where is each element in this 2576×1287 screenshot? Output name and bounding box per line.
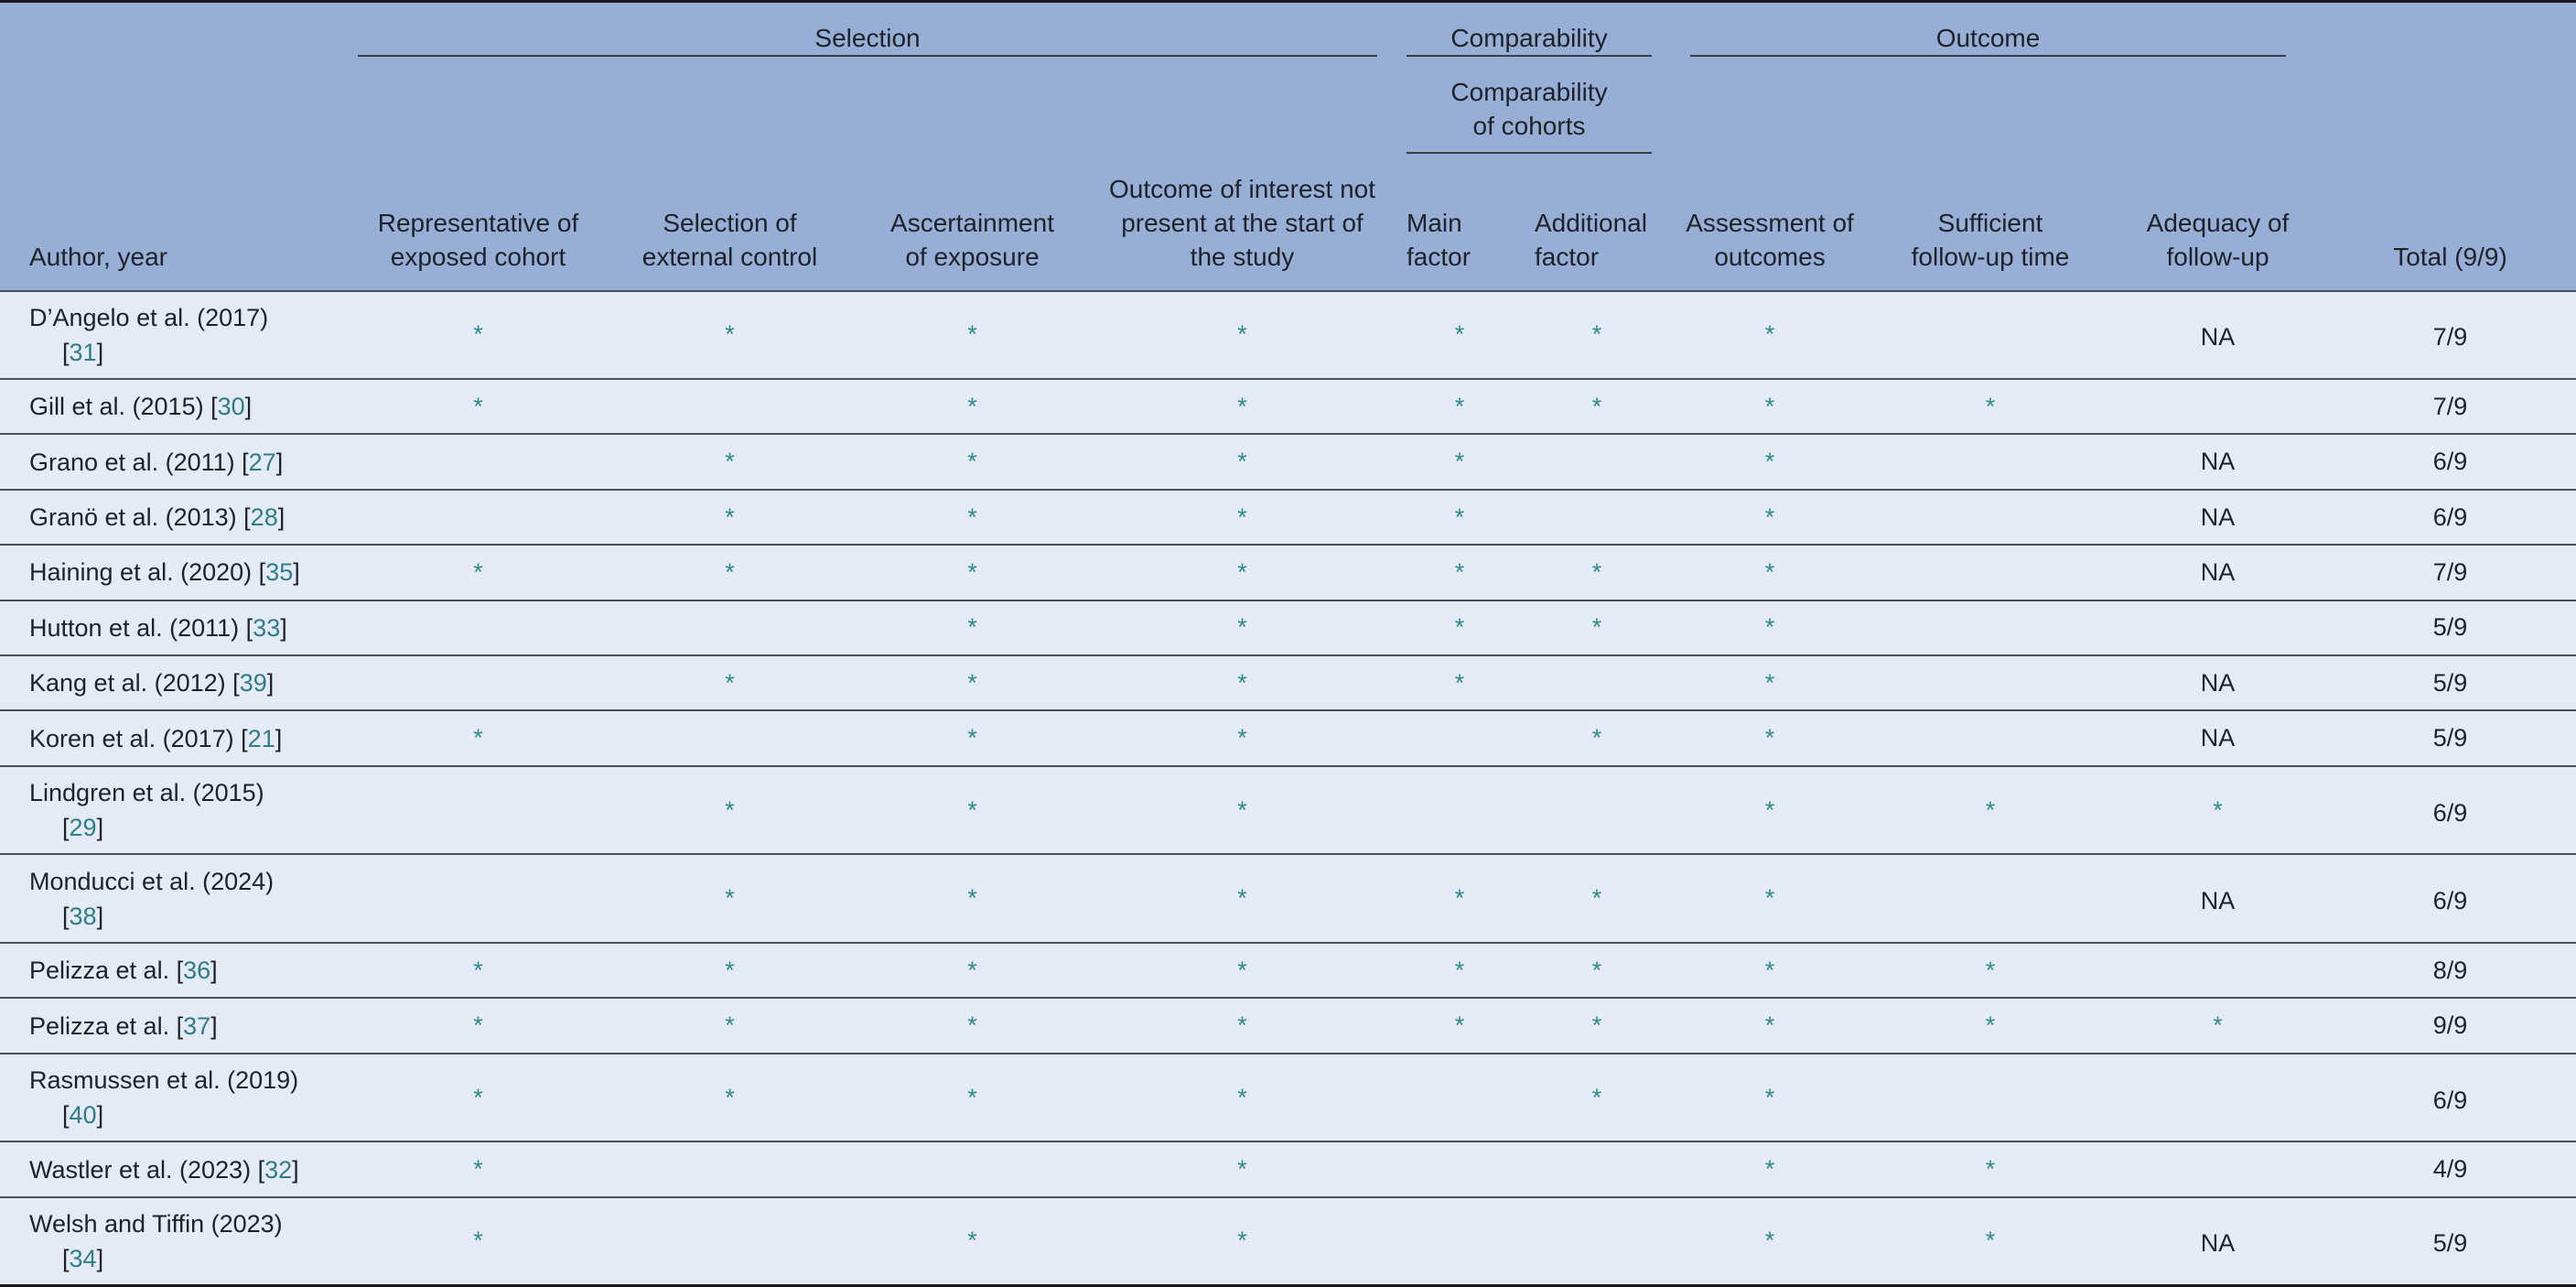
total-score: 5/9: [2324, 710, 2576, 765]
cell-main-factor: *: [1396, 490, 1524, 545]
cell-main-factor: *: [1396, 854, 1524, 943]
table-header: [0, 2, 2576, 291]
citation: [40]: [62, 1101, 104, 1129]
cell-adequacy: NA: [2111, 291, 2324, 380]
author-name: Welsh and Tiffin (2023): [29, 1209, 283, 1238]
cell-outcome-interest: *: [1089, 1054, 1396, 1142]
citation: [36]: [176, 957, 218, 985]
citation: [37]: [176, 1011, 218, 1040]
cell-assessment: *: [1670, 1054, 1870, 1142]
cell-representative: *: [352, 1054, 604, 1142]
cell-representative: *: [352, 379, 604, 434]
reference-link[interactable]: 36: [183, 957, 211, 985]
header-spacer: [0, 2, 352, 75]
cell-representative: [352, 490, 604, 545]
author-name: Grano et al. (2011): [29, 448, 235, 476]
author-cell: [0, 1141, 352, 1196]
author-cell: [0, 943, 352, 998]
cell-additional-factor: *: [1524, 943, 1670, 998]
cell-representative: [352, 854, 604, 943]
cell-ascertainment: *: [856, 490, 1089, 545]
author-name: Monducci et al. (2024): [29, 867, 275, 895]
cell-selection-control: [604, 710, 856, 765]
cell-selection-control: *: [604, 943, 856, 998]
total-score: 6/9: [2324, 854, 2576, 943]
assessment-line1: Assessment of: [1686, 208, 1854, 237]
author-cell: [0, 291, 352, 380]
cell-assessment: *: [1670, 545, 1870, 600]
selection-control-line2: external control: [641, 242, 818, 271]
cell-ascertainment: *: [856, 600, 1089, 655]
cell-selection-control: *: [604, 998, 856, 1053]
cell-main-factor: *: [1396, 545, 1524, 600]
reference-link[interactable]: 29: [69, 814, 97, 842]
total-score: 9/9: [2324, 998, 2576, 1053]
cell-representative: *: [352, 943, 604, 998]
cell-assessment: *: [1670, 766, 1870, 855]
cell-representative: *: [352, 545, 604, 600]
cell-adequacy: *: [2111, 766, 2324, 855]
cell-outcome-interest: *: [1089, 490, 1396, 545]
citation: [30]: [210, 393, 253, 421]
header-spacer-row2: [0, 75, 1396, 165]
main-factor-line1: Main: [1407, 208, 1462, 237]
author-cell: [0, 434, 352, 489]
col-header-followup-time: [1870, 165, 2111, 291]
cell-main-factor: [1396, 1054, 1524, 1142]
cell-adequacy: [2111, 943, 2324, 998]
cell-adequacy: NA: [2111, 710, 2324, 765]
cell-additional-factor: [1524, 434, 1670, 489]
followup-time-line2: follow-up time: [1911, 242, 2070, 271]
cell-assessment: *: [1670, 291, 1870, 380]
reference-link[interactable]: 35: [265, 558, 294, 587]
cell-followup-time: *: [1870, 943, 2111, 998]
cell-outcome-interest: *: [1089, 379, 1396, 434]
cell-followup-time: [1870, 1054, 2111, 1142]
total-score: 7/9: [2324, 379, 2576, 434]
outcome-interest-line3: the study: [1190, 242, 1295, 271]
cell-additional-factor: *: [1524, 854, 1670, 943]
cell-ascertainment: *: [856, 434, 1089, 489]
author-cell: [0, 655, 352, 710]
cell-followup-time: *: [1870, 379, 2111, 434]
citation: [27]: [242, 448, 284, 476]
cell-ascertainment: *: [856, 998, 1089, 1053]
total-score: 7/9: [2324, 291, 2576, 380]
author-name: Pelizza et al.: [29, 1011, 170, 1040]
cell-followup-time: [1870, 710, 2111, 765]
cell-adequacy: NA: [2111, 1197, 2324, 1286]
author-cell: [0, 545, 352, 600]
outcome-interest-line1: Outcome of interest not: [1108, 174, 1376, 203]
cell-additional-factor: [1524, 655, 1670, 710]
table-row: [0, 854, 2576, 943]
cell-additional-factor: [1524, 1197, 1670, 1286]
selection-label: Selection: [358, 21, 1377, 57]
table-row: [0, 943, 2576, 998]
cell-followup-time: [1870, 655, 2111, 710]
table-row: [0, 1054, 2576, 1142]
cell-additional-factor: [1524, 1141, 1670, 1196]
cell-ascertainment: *: [856, 1054, 1089, 1142]
cell-outcome-interest: *: [1089, 655, 1396, 710]
cell-main-factor: *: [1396, 434, 1524, 489]
cell-selection-control: [604, 1197, 856, 1286]
group-header-outcome: [1670, 2, 2324, 75]
author-name: Hutton et al. (2011): [29, 613, 240, 642]
cell-selection-control: *: [604, 1054, 856, 1142]
author-name: Koren et al. (2017): [29, 724, 234, 752]
cell-assessment: *: [1670, 379, 1870, 434]
citation: [31]: [62, 338, 104, 366]
reference-link[interactable]: 31: [69, 338, 97, 366]
cell-representative: [352, 600, 604, 655]
citation: [21]: [241, 724, 283, 752]
cell-ascertainment: *: [856, 655, 1089, 710]
table-row: [0, 490, 2576, 545]
reference-link[interactable]: 30: [217, 393, 245, 421]
cell-additional-factor: *: [1524, 998, 1670, 1053]
author-name: Haining et al. (2020): [29, 558, 253, 587]
total-score: 6/9: [2324, 434, 2576, 489]
cell-assessment: *: [1670, 1141, 1870, 1196]
cell-adequacy: NA: [2111, 545, 2324, 600]
reference-link[interactable]: 32: [264, 1155, 293, 1184]
citation: [32]: [257, 1155, 299, 1184]
reference-link[interactable]: 34: [69, 1244, 97, 1272]
cell-followup-time: [1870, 600, 2111, 655]
cell-representative: *: [352, 291, 604, 380]
cell-assessment: *: [1670, 854, 1870, 943]
total-label: Total (9/9): [2393, 242, 2507, 271]
comparability-sub-line2: of cohorts: [1472, 111, 1586, 140]
cell-additional-factor: *: [1524, 710, 1670, 765]
total-score: 4/9: [2324, 1141, 2576, 1196]
cell-ascertainment: *: [856, 943, 1089, 998]
cell-outcome-interest: *: [1089, 600, 1396, 655]
comparability-sub-line1: Comparability: [1450, 77, 1608, 106]
total-score: 5/9: [2324, 600, 2576, 655]
table-row: [0, 291, 2576, 380]
author-name: Kang et al. (2012): [29, 669, 226, 698]
cell-followup-time: *: [1870, 1197, 2111, 1286]
cell-ascertainment: *: [856, 854, 1089, 943]
cell-assessment: *: [1670, 434, 1870, 489]
reference-link[interactable]: 21: [247, 724, 275, 752]
cell-additional-factor: *: [1524, 545, 1670, 600]
table-row: [0, 600, 2576, 655]
cell-assessment: *: [1670, 943, 1870, 998]
author-cell: [0, 1054, 352, 1142]
col-header-additional-factor: [1524, 165, 1670, 291]
cell-outcome-interest: *: [1089, 1197, 1396, 1286]
cell-adequacy: [2111, 1054, 2324, 1142]
col-header-ascertainment: [856, 165, 1089, 291]
col-header-selection-control: [604, 165, 856, 291]
group-header-comparability: [1396, 2, 1670, 75]
col-header-main-factor: [1396, 165, 1524, 291]
cell-ascertainment: [856, 1141, 1089, 1196]
total-score: 7/9: [2324, 545, 2576, 600]
table-row: [0, 655, 2576, 710]
cell-selection-control: *: [604, 434, 856, 489]
assessment-line2: outcomes: [1714, 242, 1826, 271]
cell-main-factor: *: [1396, 943, 1524, 998]
author-cell: [0, 1197, 352, 1286]
cell-outcome-interest: *: [1089, 710, 1396, 765]
cell-adequacy: NA: [2111, 655, 2324, 710]
cell-adequacy: NA: [2111, 490, 2324, 545]
author-name: Granö et al. (2013): [29, 503, 237, 532]
cell-main-factor: *: [1396, 998, 1524, 1053]
author-year-label: Author, year: [29, 242, 167, 271]
cell-ascertainment: *: [856, 1197, 1089, 1286]
cell-followup-time: *: [1870, 766, 2111, 855]
cell-selection-control: *: [604, 655, 856, 710]
citation: [28]: [243, 503, 286, 532]
cell-adequacy: [2111, 1141, 2324, 1196]
cell-ascertainment: *: [856, 766, 1089, 855]
cell-followup-time: [1870, 545, 2111, 600]
cell-representative: *: [352, 1141, 604, 1196]
citation: [33]: [245, 613, 287, 642]
cell-selection-control: *: [604, 766, 856, 855]
cell-representative: [352, 434, 604, 489]
followup-time-line1: Sufficient: [1937, 208, 2043, 237]
cell-assessment: *: [1670, 710, 1870, 765]
cell-adequacy: NA: [2111, 854, 2324, 943]
cell-outcome-interest: *: [1089, 998, 1396, 1053]
reference-link[interactable]: 37: [183, 1011, 211, 1040]
adequacy-line2: follow-up: [2166, 242, 2269, 271]
cell-outcome-interest: *: [1089, 434, 1396, 489]
cell-followup-time: *: [1870, 998, 2111, 1053]
total-score: 5/9: [2324, 1197, 2576, 1286]
author-cell: [0, 600, 352, 655]
cell-ascertainment: *: [856, 379, 1089, 434]
cell-additional-factor: *: [1524, 379, 1670, 434]
total-score: 6/9: [2324, 490, 2576, 545]
cell-main-factor: *: [1396, 655, 1524, 710]
cell-assessment: *: [1670, 600, 1870, 655]
cell-additional-factor: *: [1524, 291, 1670, 380]
col-header-outcome-interest: [1089, 165, 1396, 291]
cell-outcome-interest: *: [1089, 1141, 1396, 1196]
cell-selection-control: [604, 1141, 856, 1196]
reference-link[interactable]: 27: [248, 448, 276, 476]
representative-line2: exposed cohort: [390, 242, 566, 271]
author-name: Pelizza et al.: [29, 957, 170, 985]
cell-representative: [352, 655, 604, 710]
cell-ascertainment: *: [856, 291, 1089, 380]
cell-main-factor: [1396, 710, 1524, 765]
additional-factor-line1: Additional: [1535, 208, 1647, 237]
cell-selection-control: *: [604, 291, 856, 380]
citation: [39]: [232, 669, 275, 698]
cell-representative: *: [352, 1197, 604, 1286]
cell-followup-time: [1870, 434, 2111, 489]
cell-additional-factor: [1524, 490, 1670, 545]
total-score: 6/9: [2324, 1054, 2576, 1142]
author-name: D’Angelo et al. (2017): [29, 303, 269, 331]
reference-link[interactable]: 38: [69, 902, 97, 930]
group-header-selection: [352, 2, 1396, 75]
header-spacer-right: [2324, 2, 2576, 75]
author-cell: [0, 490, 352, 545]
table-row: [0, 379, 2576, 434]
cell-additional-factor: [1524, 766, 1670, 855]
ascertainment-line1: Ascertainment: [890, 208, 1054, 237]
cell-main-factor: [1396, 1141, 1524, 1196]
reference-link[interactable]: 33: [253, 613, 281, 642]
selection-control-line1: Selection of: [663, 208, 797, 237]
col-header-assessment: [1670, 165, 1870, 291]
outcome-interest-line2: present at the start of: [1121, 208, 1363, 237]
author-name: Lindgren et al. (2015): [29, 779, 264, 807]
cell-selection-control: [604, 379, 856, 434]
cell-ascertainment: *: [856, 710, 1089, 765]
cell-followup-time: [1870, 490, 2111, 545]
cell-additional-factor: *: [1524, 600, 1670, 655]
author-name: Wastler et al. (2023): [29, 1155, 252, 1184]
col-header-total: [2324, 165, 2576, 291]
cell-assessment: *: [1670, 490, 1870, 545]
cell-representative: *: [352, 710, 604, 765]
cell-assessment: *: [1670, 655, 1870, 710]
adequacy-line1: Adequacy of: [2146, 208, 2290, 237]
table-row: [0, 998, 2576, 1053]
cell-additional-factor: *: [1524, 1054, 1670, 1142]
cell-selection-control: *: [604, 854, 856, 943]
reference-link[interactable]: 40: [69, 1101, 97, 1129]
table-row: [0, 766, 2576, 855]
reference-link[interactable]: 39: [239, 669, 267, 698]
table-row: [0, 1141, 2576, 1196]
total-score: 6/9: [2324, 766, 2576, 855]
cell-ascertainment: *: [856, 545, 1089, 600]
cell-assessment: *: [1670, 1197, 1870, 1286]
citation: [35]: [258, 558, 300, 587]
col-header-adequacy: [2111, 165, 2324, 291]
total-score: 5/9: [2324, 655, 2576, 710]
cell-main-factor: *: [1396, 600, 1524, 655]
col-header-author: [0, 165, 352, 291]
table-row: [0, 1197, 2576, 1286]
cell-outcome-interest: *: [1089, 943, 1396, 998]
cell-representative: *: [352, 998, 604, 1053]
cell-main-factor: [1396, 1197, 1524, 1286]
col-header-representative: [352, 165, 604, 291]
cell-adequacy: [2111, 600, 2324, 655]
representative-line1: Representative of: [377, 208, 579, 237]
author-cell: [0, 379, 352, 434]
cell-assessment: *: [1670, 998, 1870, 1053]
author-cell: [0, 854, 352, 943]
cell-selection-control: *: [604, 545, 856, 600]
cell-selection-control: *: [604, 490, 856, 545]
cell-main-factor: *: [1396, 379, 1524, 434]
cell-followup-time: [1870, 854, 2111, 943]
additional-factor-line2: factor: [1535, 242, 1600, 271]
header-spacer-row2-right: [1670, 75, 2576, 165]
author-cell: [0, 766, 352, 855]
cell-adequacy: NA: [2111, 434, 2324, 489]
table-row: [0, 545, 2576, 600]
cell-outcome-interest: *: [1089, 291, 1396, 380]
cell-followup-time: [1870, 291, 2111, 380]
citation: [34]: [62, 1244, 104, 1272]
author-cell: [0, 710, 352, 765]
cell-outcome-interest: *: [1089, 545, 1396, 600]
reference-link[interactable]: 28: [250, 503, 278, 532]
cell-followup-time: *: [1870, 1141, 2111, 1196]
cell-main-factor: [1396, 766, 1524, 855]
main-factor-line2: factor: [1407, 242, 1471, 271]
cell-main-factor: *: [1396, 291, 1524, 380]
citation: [29]: [62, 814, 104, 842]
cell-adequacy: [2111, 379, 2324, 434]
cell-selection-control: [604, 600, 856, 655]
comparability-label: Comparability: [1407, 21, 1652, 57]
table-row: [0, 710, 2576, 765]
cell-representative: [352, 766, 604, 855]
total-score: 8/9: [2324, 943, 2576, 998]
ascertainment-line2: of exposure: [905, 242, 1040, 271]
group-header-comparability-of-cohorts: [1396, 75, 1670, 165]
cell-outcome-interest: *: [1089, 766, 1396, 855]
author-name: Gill et al. (2015): [29, 393, 204, 421]
cell-outcome-interest: *: [1089, 854, 1396, 943]
cell-adequacy: *: [2111, 998, 2324, 1053]
table-row: [0, 434, 2576, 489]
author-name: Rasmussen et al. (2019): [29, 1066, 299, 1094]
author-cell: [0, 998, 352, 1053]
outcome-label: Outcome: [1690, 21, 2286, 57]
table-body: [0, 291, 2576, 1286]
citation: [38]: [62, 902, 104, 930]
